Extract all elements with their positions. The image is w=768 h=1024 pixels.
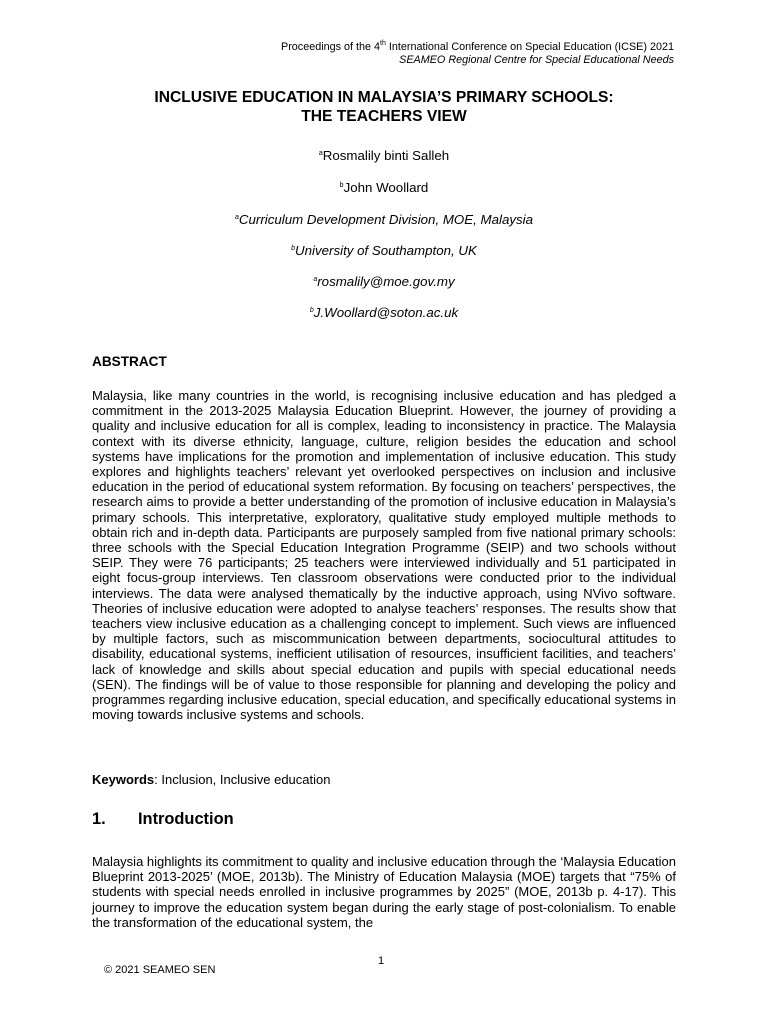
- paper-title: [92, 88, 676, 126]
- email-1-address: rosmalily@moe.gov.my: [317, 274, 455, 289]
- keywords-text: : Inclusion, Inclusive education: [154, 772, 331, 787]
- affiliation-2-text: University of Southampton, UK: [295, 243, 477, 258]
- introduction-body: Malaysia highlights its commitment to quality and inclusive education through the ‘Malaysia Education Blueprint 2013-2025’ (MOE, 2013b). The Ministry of Education Malaysia (MOE) targets that “75% of students with special needs enrolled in inclusive programmes by 2025” (MOE, 2013b p. 4-17). This journey to improve the education system began during the early stage of post-colonialism. To enable the transformation of the educational system, the: [92, 854, 676, 930]
- keywords-line: [92, 772, 330, 787]
- abstract-body: Malaysia, like many countries in the world, is recognising inclusive education and has pledged a commitment in the 2013-2025 Malaysia Education Blueprint. However, the journey of providing a quality and inclusive education for all is complex, leading to inconsistency in practice. The Malaysia context with its diverse ethnicity, language, culture, religion besides the education and school systems have implications for the promotion and implementation of inclusive education. This study explores and highlights teachers’ relevant yet overlooked perspectives on inclusion and inclusive education in the period of educational system reformation. By focusing on teachers’ perspectives, the research aims to provide a better understanding of the promotion of inclusive education in Malaysia’s primary schools. This interpretative, exploratory, qualitative study employed multiple methods to obtain rich and in-depth data. Participants are purposely sampled from five national primary schools: three schools with the Special Education Integration Programme (SEIP) and two schools without SEIP. They were 76 participants; 25 teachers were interviewed individually and 51 participated in eight focus-group interviews. Ten classroom observations were conducted prior to the individual interviews. The data were analysed thematically by the inductive approach, using NVivo software. Theories of inclusive education were adopted to analyse teachers’ responses. The results show that teachers view inclusive education as a challenging concept to implement. Such views are influenced by multiple factors, such as miscommunication between departments, sociocultural attitudes to disability, educational systems, inefficient utilisation of resources, insufficient facilities, and teachers’ lack of knowledge and skills about special education and pupils with special educational needs (SEN). The findings will be of value to those responsible for planning and developing the policy and programmes regarding inclusive education, special education, and specifically educational systems in moving towards inclusive systems and schools.: [92, 388, 676, 723]
- header-text-end: International Conference on Special Education (ICSE) 2021: [385, 41, 674, 53]
- email-2: [92, 305, 676, 321]
- affiliation-2-marker: b: [291, 245, 296, 252]
- title-line-1: INCLUSIVE EDUCATION IN MALAYSIA’S PRIMARY SCHOOLS:: [154, 89, 614, 106]
- section-heading-introduction: [92, 810, 234, 829]
- email-1-marker: a: [313, 276, 318, 283]
- copyright-footer: © 2021 SEAMEO SEN: [104, 964, 216, 976]
- author-1: [92, 148, 676, 164]
- affiliation-1: [92, 212, 676, 228]
- section-number: 1.: [92, 810, 106, 828]
- title-line-2: THE TEACHERS VIEW: [301, 108, 467, 125]
- affiliation-1-text: Curriculum Development Division, MOE, Malaysia: [238, 212, 533, 227]
- header-superscript: th: [380, 40, 386, 47]
- email-2-address: J.Woollard@soton.ac.uk: [313, 305, 459, 320]
- proceedings-header: [281, 41, 674, 54]
- section-title: Introduction: [138, 810, 234, 828]
- email-1: [92, 274, 676, 290]
- keywords-label: Keywords: [92, 772, 155, 787]
- organization-header: SEAMEO Regional Centre for Special Educational Needs: [399, 54, 674, 66]
- header-text-start: Proceedings of the 4: [281, 41, 381, 53]
- affiliation-2: [92, 243, 676, 259]
- author-2: [92, 180, 676, 196]
- author-1-marker: a: [318, 150, 323, 157]
- affiliation-1-marker: a: [234, 214, 239, 221]
- author-2-marker: b: [339, 182, 344, 189]
- author-2-name: John Woollard: [343, 180, 429, 195]
- page-number: 1: [378, 955, 385, 967]
- author-1-name: Rosmalily binti Salleh: [322, 148, 450, 163]
- email-2-marker: b: [309, 307, 314, 314]
- abstract-heading: ABSTRACT: [92, 354, 167, 369]
